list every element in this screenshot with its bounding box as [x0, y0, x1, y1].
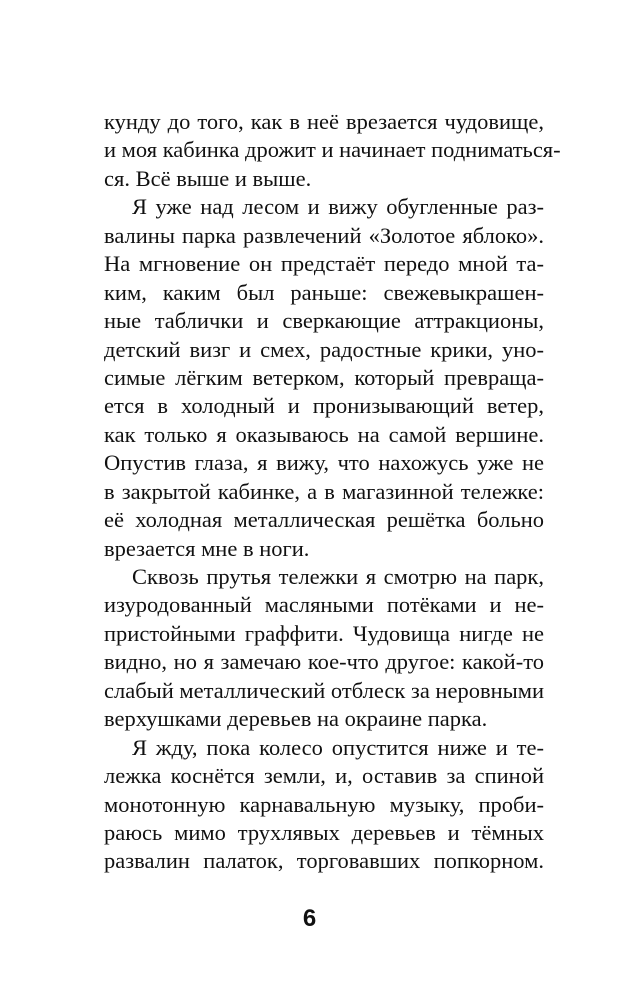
text-line: раюсь мимо трухлявых деревьев и тёмных: [104, 819, 544, 845]
text-line: видно, но я замечаю кое-что другое: какой-то: [104, 649, 544, 675]
text-line: в закрытой кабинке, а в магазинной тележке:: [104, 478, 544, 504]
text-line: ся. Всё выше и выше.: [104, 165, 312, 191]
page-number: 6: [302, 905, 317, 932]
text-line: верхушками деревьев на окраине парка.: [104, 706, 488, 732]
text-line: лежка коснётся земли, и, оставив за спиной: [104, 763, 544, 789]
text-line: врезается мне в ноги.: [104, 535, 310, 561]
text-line: Я жду, пока колесо опустится ниже и те-: [132, 734, 544, 760]
text-line: монотонную карнавальную музыку, проби-: [104, 791, 544, 817]
text-line: ные таблички и сверкающие аттракционы,: [104, 308, 544, 334]
text-line: Сквозь прутья тележки я смотрю на парк,: [132, 564, 544, 589]
text-line: её холодная металлическая решётка больно: [104, 507, 544, 533]
text-line: кунду до того, как в неё врезается чудовище,: [104, 109, 544, 134]
text-line: и моя кабинка дрожит и начинает подниматься-: [104, 137, 561, 163]
text-line: ется в холодный и пронизывающий ветер,: [104, 393, 544, 419]
text-line: На мгновение он предстаёт передо мной та-: [104, 251, 544, 277]
text-line: изуродованный масляными потёками и не-: [104, 592, 544, 618]
text-line: слабый металлический отблеск за неровными: [104, 677, 545, 703]
body-text: [104, 108, 561, 876]
text-line: как только я оказываюсь на самой вершине.: [104, 421, 544, 447]
text-line: ким, каким был раньше: свежевыкрашен-: [104, 279, 544, 305]
text-line: пристойными граффити. Чудовища нигде не: [104, 620, 544, 646]
text-line: Опустив глаза, я вижу, что нахожусь уже не: [104, 450, 544, 476]
text-line: развалин палаток, торговавших попкорном.: [104, 848, 544, 874]
text-line: валины парка развлечений «Золотое яблоко».: [104, 222, 544, 248]
text-line: детский визг и смех, радостные крики, уно-: [104, 336, 544, 362]
text-line: Я уже над лесом и вижу обугленные раз-: [132, 194, 544, 220]
text-line: симые лёгким ветерком, который превраща-: [104, 364, 544, 390]
